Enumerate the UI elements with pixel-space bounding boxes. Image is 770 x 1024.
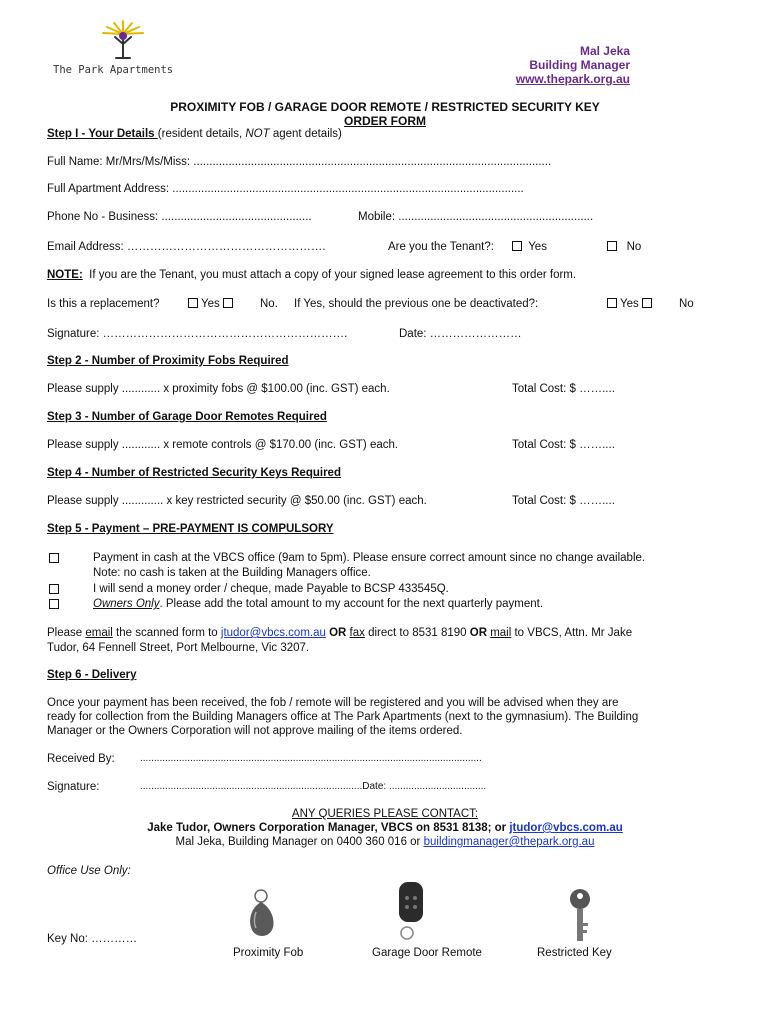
deactivate-question: If Yes, should the previous one be deactivated?: (294, 298, 539, 310)
checkbox-icon[interactable] (223, 298, 233, 308)
payment-owners-checkbox[interactable] (49, 599, 59, 609)
website-link[interactable]: www.thepark.org.au (515, 72, 630, 86)
remote-quantity-line[interactable]: Please supply ............ x remote controls @ $170.00 (inc. GST) each. (47, 439, 399, 451)
restricted-key-caption: Restricted Key (537, 947, 612, 959)
send-instructions: Please email the scanned form to jtudor@vbcs.com.au OR fax direct to 8531 8190 OR mail to VBCS, Attn. Mr Jake (47, 627, 633, 639)
restricted-key-icon (566, 887, 596, 945)
fob-total[interactable]: Total Cost: $ …….... (512, 383, 615, 395)
proximity-fob-caption: Proximity Fob (233, 947, 304, 959)
delivery-text-3: Manager or the Owners Corporation will not approve mailing of the items ordered. (47, 725, 463, 737)
step2-heading: Step 2 - Number of Proximity Fobs Required (47, 355, 289, 367)
checkbox-icon[interactable] (188, 298, 198, 308)
key-total[interactable]: Total Cost: $ …….... (512, 495, 615, 507)
checkbox-icon[interactable] (607, 298, 617, 308)
office-use-label: Office Use Only: (47, 865, 131, 877)
full-name-field[interactable]: Full Name: Mr/Mrs/Ms/Miss: ................................................................................................................ (47, 156, 552, 168)
office-signature-label: Signature: (47, 781, 100, 793)
checkbox-icon[interactable] (512, 241, 522, 251)
manager-name: Mal Jeka (579, 44, 630, 58)
payment-cash-checkbox[interactable] (49, 553, 59, 563)
form-title: PROXIMITY FOB / GARAGE DOOR REMOTE / RESTRICTED SECURITY KEY (170, 100, 600, 114)
replacement-no: No. (260, 298, 278, 310)
logo (40, 18, 200, 78)
delivery-text-1: Once your payment has been received, the fob / remote will be registered and you will be advised when they are (47, 697, 619, 709)
office-signature-field[interactable]: ................................................................................Date: ................................... (140, 781, 487, 792)
step4-heading: Step 4 - Number of Restricted Security Keys Required (47, 467, 341, 479)
date-field[interactable]: Date: …………………… (399, 328, 522, 340)
payment-cash-text: Payment in cash at the VBCS office (9am to 5pm). Please ensure correct amount since no change available. (93, 552, 646, 564)
email-field[interactable]: Email Address: ……………………………………………. (47, 241, 326, 253)
garage-remote-caption: Garage Door Remote (372, 947, 482, 959)
checkbox-icon[interactable] (607, 241, 617, 251)
step1-heading: Step I - Your Details (resident details, NOT agent details) (47, 128, 342, 140)
replacement-question: Is this a replacement? (47, 298, 160, 310)
note: NOTE: If you are the Tenant, you must attach a copy of your signed lease agreement to this order form. (47, 269, 577, 281)
key-no-field[interactable]: Key No: ………… (47, 933, 138, 945)
step6-heading: Step 6 - Delivery (47, 669, 137, 681)
fob-quantity-line[interactable]: Please supply ............ x proximity fobs @ $100.00 (inc. GST) each. (47, 383, 390, 395)
manager-title: Building Manager (529, 58, 630, 72)
payment-cash-note: Note: no cash is taken at the Building Managers office. (93, 567, 371, 579)
tenant-no[interactable]: No (607, 241, 641, 253)
phone-business-field[interactable]: Phone No - Business: ............................................... (47, 211, 312, 223)
contact-line-1: Jake Tudor, Owners Corporation Manager, VBCS on 8531 8138; or jtudor@vbcs.com.au (147, 822, 623, 834)
remote-total[interactable]: Total Cost: $ …….... (512, 439, 615, 451)
address-field[interactable]: Full Apartment Address: .............................................................................................................. (47, 183, 524, 195)
tree-logo-icon (98, 18, 148, 60)
deactivate-no: No (679, 298, 694, 310)
phone-mobile-field[interactable]: Mobile: ............................................................. (358, 211, 594, 223)
proximity-fob-icon (246, 888, 278, 940)
vbcs-email-link[interactable]: jtudor@vbcs.com.au (220, 627, 326, 639)
key-quantity-line[interactable]: Please supply ............. x key restricted security @ $50.00 (inc. GST) each. (47, 495, 427, 507)
send-address: Tudor, 64 Fennell Street, Port Melbourne, Vic 3207. (47, 642, 310, 654)
step5-heading: Step 5 - Payment – PRE-PAYMENT IS COMPULSORY (47, 523, 334, 535)
jtudor-email-link[interactable]: jtudor@vbcs.com.au (509, 822, 623, 834)
contact-line-2: Mal Jeka, Building Manager on 0400 360 016 or buildingmanager@thepark.org.au (175, 836, 595, 848)
payment-cheque-text: I will send a money order / cheque, made Payable to BCSP 433545Q. (93, 583, 449, 595)
step3-heading: Step 3 - Number of Garage Door Remotes Required (47, 411, 327, 423)
deactivate-yes[interactable]: Yes (607, 298, 652, 310)
checkbox-icon[interactable] (642, 298, 652, 308)
received-by-field[interactable]: ........................................................................................................................... (140, 753, 482, 764)
logo-text: The Park Apartments (53, 64, 174, 76)
tenant-yes[interactable]: Yes (512, 241, 547, 253)
tenant-question: Are you the Tenant?: (388, 241, 494, 253)
contact-heading: ANY QUERIES PLEASE CONTACT: (291, 808, 479, 820)
delivery-text-2: ready for collection from the Building Managers office at The Park Apartments (next to the gymnasium). The Building (47, 711, 639, 723)
replacement-yes[interactable]: Yes (188, 298, 233, 310)
payment-cheque-checkbox[interactable] (49, 584, 59, 594)
received-by-label: Received By: (47, 753, 115, 765)
building-manager-email-link[interactable]: buildingmanager@thepark.org.au (423, 836, 595, 848)
signature-field[interactable]: Signature: ………………………………………………………. (47, 328, 348, 340)
form-subtitle: ORDER FORM (344, 114, 426, 128)
payment-owners-text: Owners Only. Please add the total amount to my account for the next quarterly payment. (93, 598, 544, 610)
garage-remote-icon (394, 880, 428, 942)
